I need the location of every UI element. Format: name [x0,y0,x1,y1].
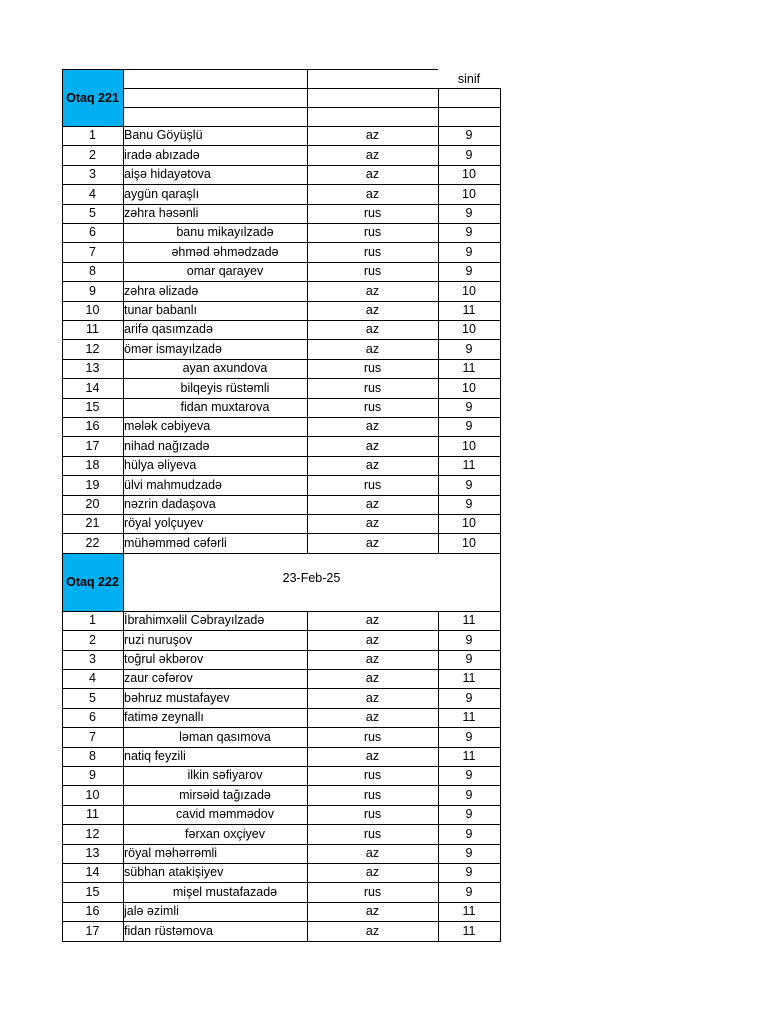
grade: 10 [462,535,476,550]
student-name: toğrul əkbərov [124,652,204,667]
table-row [62,126,500,145]
grid-line [62,688,500,689]
language: az [365,690,380,705]
grid-line [62,611,500,612]
grid-line [62,553,63,612]
grid-line [62,611,63,942]
student-name: zəhra əlizadə [124,283,199,298]
student-name: mirsəid tağızadə [179,787,271,802]
table-row [62,301,500,320]
grid-line [62,863,500,864]
language: az [365,710,380,725]
language: az [365,322,380,337]
row-number: 3 [89,167,96,182]
table-row [62,805,500,824]
grid-line [62,69,63,127]
table-row [62,708,500,727]
table-row [62,145,500,164]
grade: 11 [462,923,476,938]
grid-line [62,262,500,263]
grid-line [438,611,439,942]
grade: 11 [462,361,476,376]
grade: 9 [465,206,473,221]
student-name: fatimə zeynallı [124,710,204,725]
student-name: fidan muxtarova [180,400,270,415]
grid-line [307,611,308,942]
table-row [62,475,500,494]
language: rus [363,244,382,259]
grade: 9 [465,846,473,861]
table-row [62,165,500,184]
table-row [62,242,500,261]
table-row [62,650,500,669]
grade: 9 [465,865,473,880]
student-name: röyal məhərrəmli [124,846,218,861]
student-name: ömər ismayılzadə [124,341,222,356]
row-number: 12 [85,341,100,356]
language: az [365,632,380,647]
grade: 9 [465,477,473,492]
row-number: 4 [89,671,96,686]
student-name: aişə hidayətova [124,167,211,182]
language: rus [363,477,382,492]
grid-line [62,747,500,748]
grade: 10 [462,438,476,453]
room-label: Otaq 221 [62,69,123,126]
language: rus [363,206,382,221]
row-number: 20 [85,497,100,512]
grid-line [62,941,500,942]
table-row [62,398,500,417]
grid-line [438,126,439,554]
exam-date: 23-Feb-25 [282,570,341,585]
grid-line [123,611,124,942]
grid-line [307,126,308,554]
grade: 9 [465,826,473,841]
student-name: cavid məmmədov [176,807,274,822]
table-row [62,184,500,203]
language: az [365,865,380,880]
grid-line [62,223,500,224]
grid-line [62,145,500,146]
grid-line [62,436,500,437]
row-number: 7 [89,244,96,259]
grid-line [500,126,501,554]
language: rus [363,826,382,841]
table-row [62,533,500,552]
grid-line [123,126,124,554]
student-name: ruzi nuruşov [124,632,193,647]
row-number: 5 [89,690,96,705]
student-name: mələk cəbiyeva [124,419,211,434]
grid-line [62,805,500,806]
table-row [62,436,500,455]
row-number: 17 [85,923,100,938]
grid-line [62,553,500,554]
grid-line [62,824,500,825]
row-number: 15 [85,884,100,899]
student-name: ilkin səfiyarov [187,768,263,783]
grade: 9 [465,497,473,512]
language: rus [363,361,382,376]
grade: 9 [465,807,473,822]
grid-line [62,242,500,243]
table-row [62,727,500,746]
row-number: 6 [89,225,96,240]
grid-line [62,495,500,496]
language: az [365,283,380,298]
row-number: 11 [86,322,99,337]
table-row [62,747,500,766]
language: az [365,846,380,861]
student-name: Banu Göyüşlü [124,128,203,143]
grid-line [62,650,500,651]
row-number: 13 [85,846,100,861]
language: rus [363,264,382,279]
table-row [62,223,500,242]
row-number: 7 [89,729,96,744]
grade: 9 [465,768,473,783]
grid-line [62,184,500,185]
grade: 10 [462,167,476,182]
table-row [62,281,500,300]
grid-line [62,844,500,845]
grade: 9 [465,884,473,899]
grade: 10 [462,322,476,337]
grid-line [62,165,500,166]
row-number: 13 [85,361,100,376]
grid-line [62,301,500,302]
language: az [365,516,380,531]
student-name: sübhan atakişiyev [124,865,224,880]
grid-line [123,553,124,612]
grid-line [62,398,500,399]
grade: 9 [465,652,473,667]
grade: 10 [462,516,476,531]
language: az [365,497,380,512]
grid-line [62,320,500,321]
grade: 9 [465,128,473,143]
student-name: banu mikayılzadə [176,225,274,240]
table-row [62,262,500,281]
row-number: 1 [89,613,96,628]
grid-line [62,359,500,360]
table-row [62,359,500,378]
language: az [365,652,380,667]
row-number: 6 [89,710,96,725]
language: rus [363,768,382,783]
grade: 10 [462,283,476,298]
grid-line [123,69,124,127]
grid-line [62,126,500,127]
student-name: jalə əzimli [124,904,179,919]
language: az [365,749,380,764]
language: az [365,147,380,162]
student-name: ayan axundova [182,361,268,376]
student-name: bəhruz mustafayev [124,690,230,705]
language: rus [363,807,382,822]
grid-line [62,708,500,709]
row-number: 4 [89,186,96,201]
grid-line [62,669,500,670]
table-row [62,456,500,475]
row-number: 21 [85,516,100,531]
grid-line [62,766,500,767]
student-name: natiq feyzili [124,749,186,764]
table-row [62,669,500,688]
student-name: omar qarayev [186,264,264,279]
grade: 10 [462,380,476,395]
row-number: 14 [85,865,100,880]
language: rus [363,884,382,899]
table-row [62,630,500,649]
grid-line [62,630,500,631]
grid-line [62,533,500,534]
student-name: bilqeyis rüstəmli [180,380,270,395]
table-row [62,688,500,707]
row-number: 22 [85,535,100,550]
grade: 9 [465,787,473,802]
row-number: 14 [85,380,100,395]
language: rus [363,400,382,415]
grid-line [62,785,500,786]
table-row [62,611,500,630]
grade: 11 [462,458,476,473]
grade: 9 [465,632,473,647]
language: az [365,341,380,356]
grid-line [62,475,500,476]
language: rus [363,787,382,802]
grade: 11 [462,749,476,764]
table-row [62,495,500,514]
student-name: iradə abızadə [124,147,200,162]
grade: 11 [462,710,476,725]
grid-line [62,69,438,70]
row-number: 17 [85,438,100,453]
grid-line [123,88,500,89]
language: az [365,613,380,628]
grade: 9 [465,264,473,279]
row-number: 15 [85,400,100,415]
grid-line [438,88,439,127]
grade: 9 [465,225,473,240]
row-number: 2 [89,632,96,647]
grid-line [62,882,500,883]
table-row [62,844,500,863]
grid-line [62,514,500,515]
row-number: 9 [89,768,96,783]
grade-column-header: sinif [457,71,481,86]
grid-line [62,339,500,340]
table-row [62,204,500,223]
grid-line [62,456,500,457]
student-name: mühəmməd cəfərli [124,535,227,550]
table-row [62,514,500,533]
row-number: 19 [85,477,100,492]
grid-line [62,921,500,922]
grid-line [500,553,501,612]
language: az [365,167,380,182]
row-number: 11 [86,807,99,822]
student-name: zaur cəfərov [124,671,193,686]
row-number: 1 [89,128,96,143]
grid-line [62,126,63,554]
student-name: nəzrin dadaşova [124,497,216,512]
student-name: röyal yolçuyev [124,516,204,531]
row-number: 8 [89,264,96,279]
student-name: ləman qasımova [179,729,271,744]
table-row [62,417,500,436]
student-name: fərxan oxçiyev [185,826,265,841]
language: az [365,535,380,550]
table-row [62,824,500,843]
student-name: nihad nağızadə [124,438,210,453]
table-row [62,766,500,785]
row-number: 16 [85,419,100,434]
grade: 9 [465,690,473,705]
grade: 9 [465,419,473,434]
language: rus [363,380,382,395]
grade: 9 [465,341,473,356]
row-number: 10 [85,787,100,802]
student-name: əhməd əhmədzadə [171,244,279,259]
table-row [62,339,500,358]
student-name: ülvi mahmudzadə [124,477,222,492]
student-name: İbrahimxəlil Cəbrayılzadə [124,613,265,628]
row-number: 2 [89,147,96,162]
table-row [62,785,500,804]
grid-line [500,611,501,942]
grid-line [307,69,308,127]
language: az [365,904,380,919]
row-number: 16 [85,904,100,919]
language: az [365,128,380,143]
grid-line [62,378,500,379]
table-row [62,902,500,921]
student-name: tunar babanlı [124,303,197,318]
row-number: 18 [85,458,100,473]
grid-line [500,88,501,127]
table-row [62,378,500,397]
grid-line [123,107,500,108]
row-number: 8 [89,749,96,764]
language: az [365,923,380,938]
grid-line [62,727,500,728]
grade: 11 [462,671,476,686]
room-label: Otaq 222 [62,553,123,611]
language: rus [363,225,382,240]
student-name: zəhra həsənli [124,206,199,221]
row-number: 10 [85,303,100,318]
row-number: 9 [89,283,96,298]
grade: 11 [462,904,476,919]
student-name: hülya əliyeva [124,458,197,473]
grade: 11 [462,303,476,318]
grade: 11 [462,613,476,628]
table-row [62,882,500,901]
grade: 9 [465,729,473,744]
student-name: arifə qasımzadə [124,322,213,337]
language: rus [363,729,382,744]
grade: 9 [465,400,473,415]
student-name: fidan rüstəmova [124,923,213,938]
row-number: 12 [85,826,100,841]
language: az [365,419,380,434]
language: az [365,438,380,453]
grid-line [62,417,500,418]
row-number: 5 [89,206,96,221]
grade: 10 [462,186,476,201]
table-row [62,921,500,940]
language: az [365,671,380,686]
language: az [365,186,380,201]
language: az [365,458,380,473]
grid-line [62,281,500,282]
language: az [365,303,380,318]
grade: 9 [465,147,473,162]
row-number: 3 [89,652,96,667]
grid-line [62,902,500,903]
table-row [62,320,500,339]
grade: 9 [465,244,473,259]
student-name: aygün qaraşlı [124,186,200,201]
table-row [62,863,500,882]
grid-line [62,204,500,205]
student-name: mişel mustafazadə [172,884,278,899]
